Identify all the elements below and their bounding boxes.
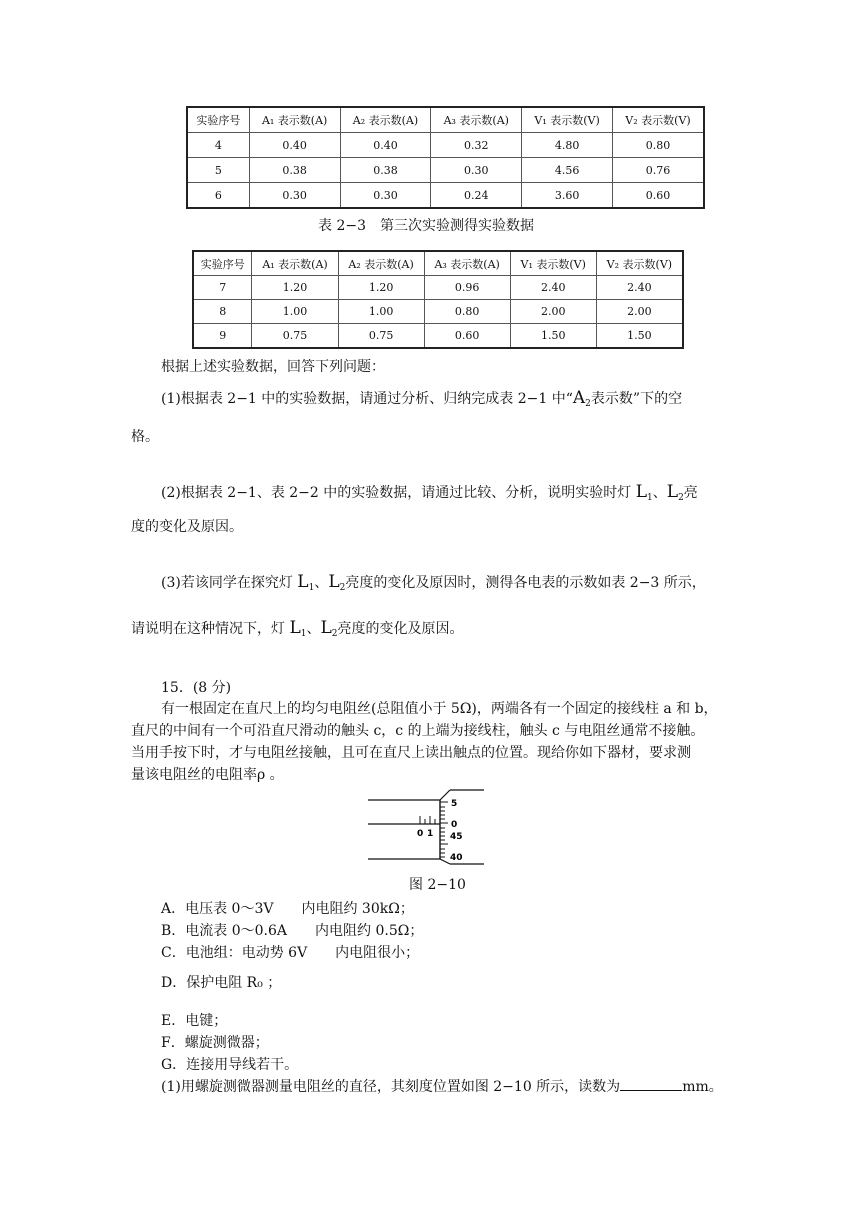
data-table-1 <box>186 106 705 209</box>
table-cell: 2.40 <box>510 276 596 300</box>
symbol-l2: L <box>666 482 679 502</box>
table-cell: 0.32 <box>431 133 522 158</box>
separator: 、 <box>652 485 667 501</box>
question-text: 表示数”下的空 <box>590 391 683 407</box>
table-cell: 1.20 <box>252 276 338 300</box>
table-cell: 3.60 <box>522 183 613 209</box>
symbol-l1: L <box>297 572 309 592</box>
subscript: 2 <box>678 493 684 503</box>
table-cell: 9 <box>193 324 252 349</box>
table-cell: 5 <box>187 158 249 183</box>
table-header: V₂ 表示数(V) <box>596 251 683 276</box>
question-1 <box>161 388 682 409</box>
question-text: (1)用螺旋测微器测量电阻丝的直径，其刻度位置如图 2−10 所示，读数为 <box>161 1079 621 1095</box>
question-3-line2 <box>131 618 464 639</box>
subscript: 2 <box>331 629 338 639</box>
table-cell: 0.38 <box>249 158 340 183</box>
symbol-l1: L <box>635 482 648 502</box>
table-cell: 6 <box>187 183 249 209</box>
figure-caption: 图 2−10 <box>409 877 466 893</box>
table-cell: 4 <box>187 133 249 158</box>
table-cell: 0.30 <box>249 183 340 209</box>
paragraph-line: 当用手按下时，才与电阻丝接触，且可在直尺上读出触点的位置。现给你如下器材，要求测 <box>131 745 691 761</box>
intro-text: 根据上述实验数据，回答下列问题： <box>161 359 385 375</box>
table-cell: 0.75 <box>338 324 424 349</box>
sub-question-1 <box>161 1076 723 1096</box>
table-caption: 表 2−3 第三次实验测得实验数据 <box>318 218 534 234</box>
table-header: A₁ 表示数(A) <box>249 107 340 133</box>
question-3 <box>161 572 706 593</box>
option-e: E．电键； <box>161 1013 228 1029</box>
subscript: 1 <box>308 583 315 593</box>
symbol-l1: L <box>289 618 301 638</box>
option-g: G．连接用导线若干。 <box>161 1057 299 1073</box>
question-text: 亮度的变化及原因时，测得各电表的示数如表 2−3 所示， <box>345 575 706 591</box>
table-cell: 2.00 <box>596 300 683 324</box>
option-d: D．保护电阻 R₀ ； <box>161 975 282 991</box>
question-text: 请说明在这种情况下，灯 <box>131 621 290 637</box>
paragraph-line: 量该电阻丝的电阻率ρ 。 <box>131 767 284 783</box>
table-header-row <box>193 251 683 276</box>
table-cell: 0.30 <box>340 183 431 209</box>
table-cell: 0.76 <box>612 158 704 183</box>
answer-blank[interactable] <box>620 1076 682 1091</box>
table-header: A₂ 表示数(A) <box>338 251 424 276</box>
paragraph-line: 直尺的中间有一个可沿直尺滑动的触头 c，c 的上端为接线柱，触头 c 与电阻丝通常不接触。 <box>131 723 705 739</box>
table-row <box>193 324 683 349</box>
symbol-l2: L <box>320 618 332 638</box>
option-a: A．电压表 0～3V 内电阻约 30kΩ； <box>161 901 414 917</box>
option-f: F．螺旋测微器； <box>161 1035 269 1051</box>
table-cell: 2.40 <box>596 276 683 300</box>
table-cell: 7 <box>193 276 252 300</box>
table-cell: 0.38 <box>340 158 431 183</box>
table-cell: 1.50 <box>510 324 596 349</box>
question-1-line2: 格。 <box>131 429 159 445</box>
thimble-label: 40 <box>450 853 463 863</box>
separator: 、 <box>306 621 321 637</box>
table-cell: 0.80 <box>612 133 704 158</box>
table-header: A₁ 表示数(A) <box>252 251 338 276</box>
table-cell: 1.50 <box>596 324 683 349</box>
question-2 <box>161 482 698 503</box>
question-15-heading: 15．(8 分) <box>161 680 232 696</box>
table-header: V₁ 表示数(V) <box>510 251 596 276</box>
question-text: 亮度的变化及原因。 <box>337 621 464 637</box>
thimble-label: 5 <box>451 799 458 809</box>
option-b: B．电流表 0～0.6A 内电阻约 0.5Ω； <box>161 923 424 939</box>
table-cell: 2.00 <box>510 300 596 324</box>
table-cell: 1.00 <box>252 300 338 324</box>
question-text: (1)根据表 2−1 中的实验数据，请通过分析、归纳完成表 2−1 中“ <box>161 391 573 407</box>
question-text: 亮 <box>683 485 698 501</box>
table-header: V₁ 表示数(V) <box>522 107 613 133</box>
table-cell: 0.60 <box>424 324 510 349</box>
data-table-2 <box>192 250 684 349</box>
table-row <box>193 276 683 300</box>
table-cell: 0.30 <box>431 158 522 183</box>
question-text: (3)若该同学在探究灯 <box>161 575 298 591</box>
table-row <box>187 183 704 209</box>
table-row <box>187 158 704 183</box>
separator: 、 <box>314 575 329 591</box>
paragraph-line: 有一根固定在直尺上的均匀电阻丝(总阻值小于 5Ω)，两端各有一个固定的接线柱 a 和 b， <box>161 701 718 717</box>
question-2-line2: 度的变化及原因。 <box>131 519 243 535</box>
table-cell: 0.24 <box>431 183 522 209</box>
option-c: C．电池组：电动势 6V 内电阻很小； <box>161 945 420 961</box>
table-row <box>193 300 683 324</box>
table-header: A₃ 表示数(A) <box>424 251 510 276</box>
table-header: V₂ 表示数(V) <box>612 107 704 133</box>
table-header-row <box>187 107 704 133</box>
symbol-a: A <box>572 388 586 408</box>
table-cell: 0.40 <box>340 133 431 158</box>
table-header: 实验序号 <box>193 251 252 276</box>
table-cell: 0.80 <box>424 300 510 324</box>
table-header: 实验序号 <box>187 107 249 133</box>
sleeve-label: 0 <box>417 829 424 839</box>
subscript: 1 <box>647 493 653 503</box>
unit-text: mm。 <box>682 1079 723 1095</box>
table-cell: 4.80 <box>522 133 613 158</box>
question-text: (2)根据表 2−1、表 2−2 中的实验数据，请通过比较、分析，说明实验时灯 <box>161 485 636 501</box>
table-cell: 0.60 <box>612 183 704 209</box>
table-cell: 8 <box>193 300 252 324</box>
table-row <box>187 133 704 158</box>
table-cell: 0.40 <box>249 133 340 158</box>
subscript: 2 <box>339 583 346 593</box>
table-header: A₃ 表示数(A) <box>431 107 522 133</box>
subscript: 1 <box>300 629 307 639</box>
table-cell: 4.56 <box>522 158 613 183</box>
table-cell: 0.96 <box>424 276 510 300</box>
table-header: A₂ 表示数(A) <box>340 107 431 133</box>
symbol-l2: L <box>328 572 340 592</box>
thimble-label: 0 <box>451 820 458 830</box>
table-cell: 1.00 <box>338 300 424 324</box>
thimble-label: 45 <box>450 832 463 842</box>
table-cell: 0.75 <box>252 324 338 349</box>
table-cell: 1.20 <box>338 276 424 300</box>
sleeve-label: 1 <box>427 829 434 839</box>
micrometer-figure <box>368 786 488 868</box>
subscript: 2 <box>585 399 591 409</box>
